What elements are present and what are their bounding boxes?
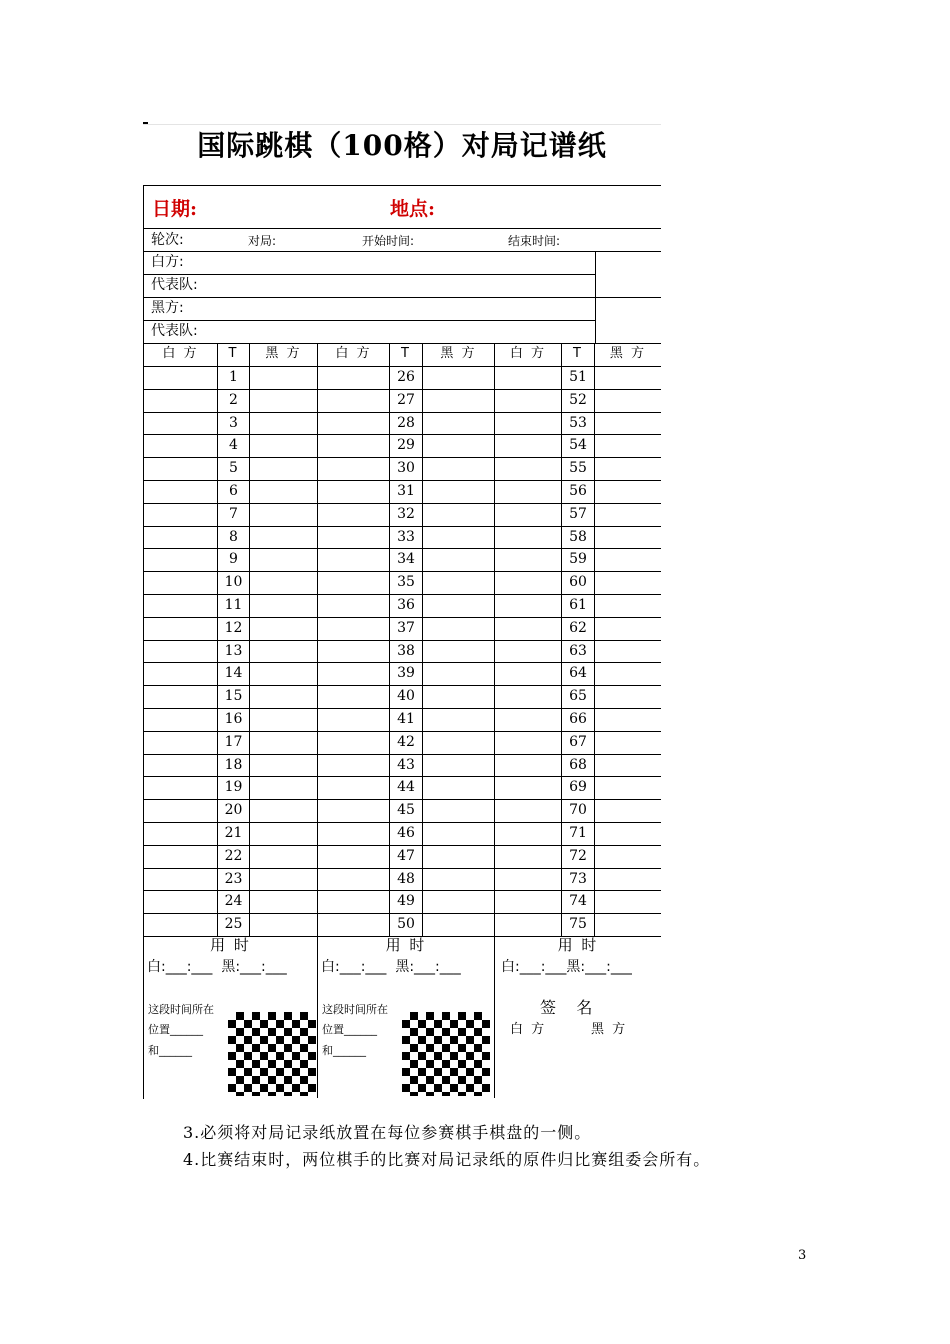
move-number: 20 — [224, 802, 243, 818]
move-number: 35 — [397, 574, 415, 590]
black-team-label: 代表队: — [151, 323, 198, 339]
table-rule — [594, 343, 595, 936]
table-rule — [317, 343, 318, 936]
move-number: 59 — [569, 551, 587, 567]
move-number: 71 — [569, 825, 587, 841]
move-number: 57 — [569, 506, 587, 522]
move-number: 23 — [224, 871, 243, 887]
move-number: 29 — [397, 437, 415, 453]
round-label: 轮次: — [151, 232, 184, 248]
position-field: 位置______ — [322, 1023, 377, 1036]
move-number: 47 — [397, 848, 415, 864]
end-time-label: 结束时间: — [508, 234, 561, 248]
move-number: 10 — [224, 574, 243, 590]
move-number: 6 — [229, 483, 238, 499]
page-title: 国际跳棋（100格）对局记谱纸 — [197, 129, 607, 162]
move-number: 64 — [569, 665, 587, 681]
move-number: 5 — [229, 460, 238, 476]
place-label: 地点: — [390, 198, 436, 220]
move-number: 17 — [224, 734, 243, 750]
move-number: 46 — [397, 825, 415, 841]
table-rule — [494, 343, 495, 936]
move-number: 68 — [569, 757, 587, 773]
col-header-t: T — [573, 346, 583, 361]
move-number: 28 — [397, 415, 415, 431]
time-line: 白:___:___黑:___:___ — [501, 959, 632, 975]
top-rule — [143, 124, 661, 125]
rule — [143, 320, 595, 321]
move-number: 38 — [397, 643, 415, 659]
move-number: 24 — [224, 893, 243, 909]
move-number: 9 — [229, 551, 238, 567]
move-number: 70 — [569, 802, 587, 818]
move-number: 67 — [569, 734, 587, 750]
rule — [595, 251, 596, 343]
move-number: 48 — [397, 871, 415, 887]
col-header-white: 白 方 — [509, 346, 547, 361]
col-header-white: 白 方 — [162, 346, 199, 361]
move-number: 52 — [569, 392, 587, 408]
move-number: 66 — [569, 711, 587, 727]
white-player-label: 白方: — [151, 254, 184, 270]
move-number: 62 — [569, 620, 587, 636]
rule — [143, 251, 661, 252]
time-used-label: 用 时 — [210, 936, 251, 954]
time-line: 白:___:___ 黑:___:___ — [147, 959, 287, 975]
move-number: 4 — [229, 437, 238, 453]
signature-label: 签 名 — [540, 998, 593, 1017]
move-number: 7 — [229, 506, 238, 522]
move-number: 26 — [397, 369, 415, 385]
move-number: 30 — [397, 460, 415, 476]
rule — [143, 297, 661, 298]
move-number: 45 — [397, 802, 415, 818]
col-header-black: 黑 方 — [609, 346, 647, 361]
position-label: 这段时间所在 — [322, 1003, 388, 1016]
move-number: 36 — [397, 597, 415, 613]
move-number: 44 — [397, 779, 415, 795]
move-number: 55 — [569, 460, 587, 476]
move-number: 31 — [397, 483, 415, 499]
col-header-black: 黑 方 — [265, 346, 302, 361]
col-header-white: 白 方 — [335, 346, 372, 361]
time-used-label: 用 时 — [557, 936, 599, 954]
move-number: 21 — [224, 825, 243, 841]
start-time-label: 开始时间: — [362, 234, 415, 248]
move-number: 22 — [224, 848, 243, 864]
move-number: 72 — [569, 848, 587, 864]
white-team-label: 代表队: — [151, 277, 198, 293]
move-number: 63 — [569, 643, 587, 659]
page-number: 3 — [798, 1248, 807, 1263]
position-field: 位置______ — [148, 1023, 203, 1036]
col-header-t: T — [401, 346, 411, 361]
move-number: 42 — [397, 734, 415, 750]
move-number: 33 — [397, 529, 415, 545]
rule — [143, 228, 661, 229]
table-rule — [422, 343, 423, 936]
rule — [143, 185, 661, 186]
move-number: 74 — [569, 893, 587, 909]
date-label: 日期: — [152, 198, 198, 220]
rule — [317, 936, 318, 1098]
move-number: 27 — [397, 392, 415, 408]
move-number: 25 — [224, 916, 243, 932]
move-number: 49 — [397, 893, 415, 909]
move-number: 73 — [569, 871, 587, 887]
table-rule — [249, 343, 250, 936]
rule — [494, 936, 495, 1098]
col-header-black: 黑 方 — [440, 346, 477, 361]
rule — [143, 274, 595, 275]
move-number: 19 — [224, 779, 243, 795]
and-field: 和______ — [322, 1044, 366, 1057]
move-number: 12 — [224, 620, 243, 636]
checkerboard-icon — [402, 1012, 490, 1096]
move-number: 8 — [229, 529, 238, 545]
move-number: 39 — [397, 665, 415, 681]
time-used-label: 用 时 — [385, 936, 427, 954]
black-player-label: 黑方: — [151, 300, 184, 316]
move-number: 51 — [569, 369, 587, 385]
move-number: 34 — [397, 551, 415, 567]
note-line: 4.比赛结束时，两位棋手的比赛对局记录纸的原件归比赛组委会所有。 — [183, 1150, 711, 1169]
and-field: 和______ — [148, 1044, 192, 1057]
move-number: 13 — [224, 643, 243, 659]
move-number: 50 — [397, 916, 415, 932]
move-number: 3 — [229, 415, 238, 431]
move-number: 2 — [229, 392, 238, 408]
move-number: 43 — [397, 757, 415, 773]
move-number: 1 — [229, 369, 238, 385]
move-number: 60 — [569, 574, 587, 590]
col-header-t: T — [228, 346, 239, 361]
game-label: 对局: — [248, 234, 277, 248]
note-line: 3.必须将对局记录纸放置在每位参赛棋手棋盘的一侧。 — [183, 1123, 592, 1142]
move-number: 37 — [397, 620, 415, 636]
move-number: 11 — [224, 597, 243, 613]
move-number: 56 — [569, 483, 587, 499]
move-number: 53 — [569, 415, 587, 431]
checkerboard-icon — [228, 1012, 316, 1096]
signature-white: 白 方 — [510, 1022, 547, 1037]
move-number: 61 — [569, 597, 587, 613]
move-number: 14 — [224, 665, 243, 681]
move-number: 15 — [224, 688, 243, 704]
move-number: 58 — [569, 529, 587, 545]
move-number: 41 — [397, 711, 415, 727]
move-number: 75 — [569, 916, 587, 932]
move-number: 16 — [224, 711, 243, 727]
move-number: 65 — [569, 688, 587, 704]
move-number: 18 — [224, 757, 243, 773]
time-line: 白:___:___ 黑:___:___ — [321, 959, 461, 975]
move-number: 54 — [569, 437, 587, 453]
move-number: 69 — [569, 779, 587, 795]
position-label: 这段时间所在 — [148, 1003, 214, 1016]
move-number: 32 — [397, 506, 415, 522]
move-number: 40 — [397, 688, 415, 704]
signature-black: 黑 方 — [591, 1022, 628, 1037]
left-border — [143, 185, 144, 1099]
